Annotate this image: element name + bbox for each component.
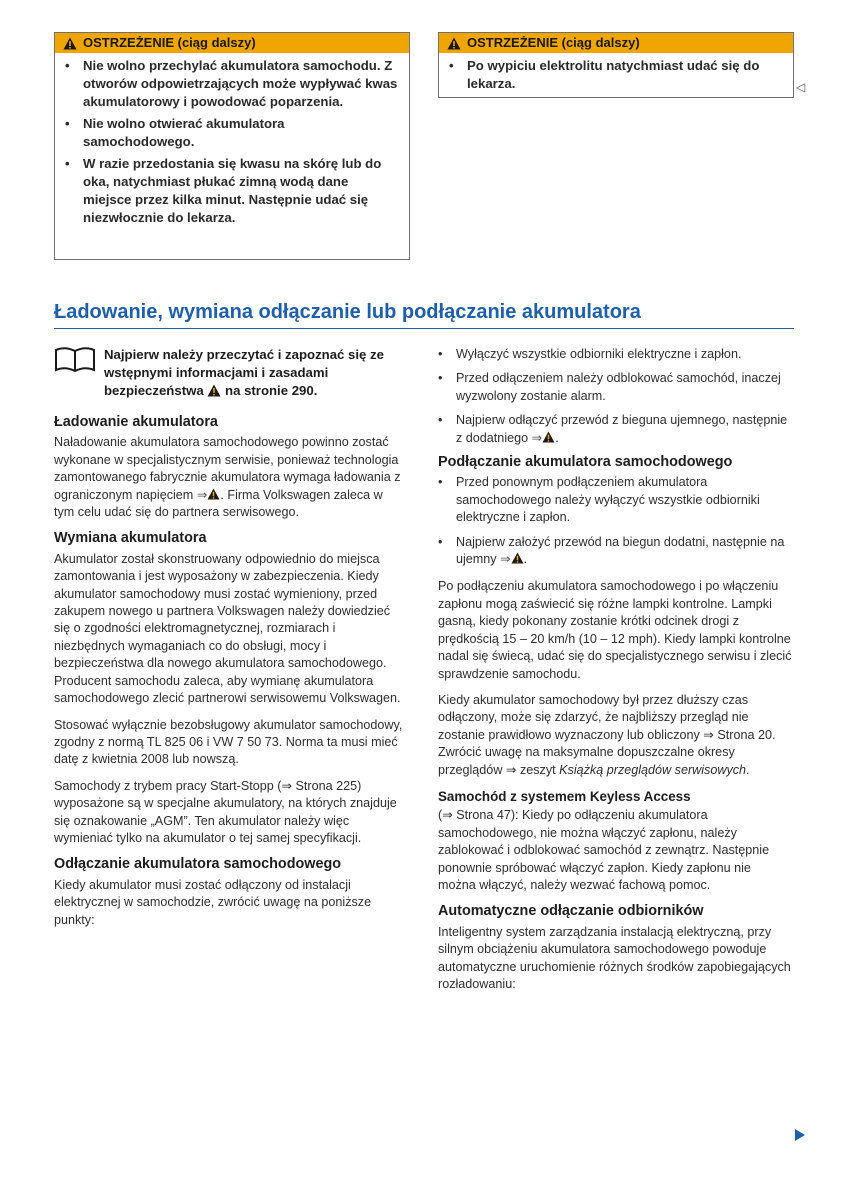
bullet-dot: • (65, 58, 70, 73)
intro-note (54, 346, 406, 400)
warning-item-text: Nie wolno przechylać akumulatora samochodu. Z otworów odpowietrzających może wypływać kwas akumulatorowy i powodować poparzenia. (83, 58, 398, 109)
paragraph-long-disconnect: Kiedy akumulator samochodowy był przez dłuższy czas odłączony, może się zdarzyć, że najbliższy przegląd nie zostanie prawidłowo wyznaczony lub obliczony ⇒ Strona 20. Zwrócić uwagę na maksymalne dopuszczalne okresy przeglądów ⇒ zeszyt Książką przeglądów serwisowych. (438, 692, 776, 777)
section-title: Ładowanie, wymiana odłączanie lub podłączanie akumulatora (54, 301, 794, 329)
ref-arrow: ⇒ (500, 552, 511, 567)
book-icon (54, 346, 96, 372)
warning-item-text: Nie wolno otwierać akumulatora samochodowego. (83, 116, 285, 149)
bullet-dot: • (438, 347, 443, 361)
list-item-text: Najpierw założyć przewód na biegun dodatni, następnie na ujemny (456, 534, 785, 567)
heading-connect: Podłączanie akumulatora samochodowego (438, 454, 733, 471)
paragraph-replace-1: Akumulator został skonstruowany odpowiednio do miejsca zamontowania i jest wyposażony w zabezpieczenia. Kiedy akumulator samochodowy musi zostać wymieniony, przed zakupem nowego u partnera Volkswagen należy dowiedzieć się o zgodności elektromagnetycznej, rozmiarach i niezbędnych wymaganiach co do obsługi, mocy i bezpieczeństwa dla nowego akumulatora samochodowego. Producent samochodu zaleca, aby wymianę akumulatora samochodowego zlecić partnerowi serwisowemu Volkswagen. (54, 551, 401, 706)
warning-item (449, 57, 783, 93)
paragraph-after-connect: Po podłączeniu akumulatora samochodowego i po włączeniu zapłonu mogą zaświecić się różne lampki kontrolne. Lampki gasną, kiedy pokonany zostanie krótki odcinek drogi z prędkością 15 – 20 km/h (10 – 12 mph). Kiedy lampki kontrolne nadal się świecą, udać się do specjalistycznego serwisu i zlecić sprawdzenie samochodu. (438, 579, 792, 681)
paragraph-long-text: Kiedy akumulator samochodowy był przez dłuższy czas odłączony, może się zdarzyć, że najbliższy przegląd nie zostanie prawidłowo wyznaczony lub obliczony ⇒ Strona 20. Zwrócić uwagę na maksymalne dopuszczalne okresy przeglądów ⇒ zeszyt (438, 692, 776, 777)
left-column (54, 346, 406, 938)
paragraph-disconnect: Kiedy akumulator musi zostać odłączony od instalacji elektrycznej w samochodzie, zwrócić uwagę na poniższe punkty: (54, 877, 372, 927)
paragraph-replace-2: Stosować wyłącznie bezobsługowy akumulator samochodowy, zgodny z normą TL 825 06 i VW 7 50 73. Norma ta musi mieć datę z kwietnia 2008 lub nowszą. (54, 717, 403, 767)
intro-text-block (104, 346, 406, 400)
bullet-dot: • (438, 413, 443, 428)
list-item (438, 534, 792, 569)
list-item-text: Przed odłączeniem należy odblokować samochód, inaczej wyzwolony zostanie alarm. (456, 371, 781, 403)
warning-header-label: OSTRZEŻENIE (ciąg dalszy) (83, 35, 256, 50)
warning-header (439, 33, 793, 53)
list-item-text-wrap: Najpierw odłączyć przewód z bieguna ujemnego, następnie z dodatniego ⇒ . (456, 413, 788, 445)
paragraph-charging-text: Naładowanie akumulatora samochodowego powinno zostać wykonane w specjalistycznym serwisie, ponieważ technologia zamontowanego fabrycznie akumulatora wymaga ładowania z ograniczonym napięciem (54, 435, 401, 502)
paragraph-charging-text: Firma Volkswagen zaleca w tym celu udać się do partnera serwisowego. (54, 487, 383, 520)
warning-triangle-icon[interactable] (207, 488, 220, 500)
heading-keyless: Samochód z systemem Keyless Access (438, 788, 691, 804)
list-item-text: Przed ponownym podłączeniem akumulatora samochodowego należy wyłączyć wszystkie odbiorniki elektryczne i zapłon. (456, 475, 760, 525)
list-item (438, 370, 792, 405)
bullet-dot: • (438, 475, 443, 490)
warning-box-right (438, 32, 794, 98)
list-item (438, 346, 792, 363)
warning-item (65, 57, 399, 111)
list-item (438, 412, 792, 447)
warning-item (65, 115, 399, 151)
ref-arrow: ⇒ (196, 487, 208, 502)
heading-charging: Ładowanie akumulatora (54, 414, 218, 430)
bullet-dot: • (438, 371, 443, 386)
bullet-dot: • (65, 156, 70, 171)
back-arrow-icon[interactable]: ◁ (796, 80, 806, 94)
list-item-text: Wyłączyć wszystkie odbiorniki elektryczne i zapłon. (456, 347, 742, 361)
warning-triangle-icon (447, 37, 461, 50)
intro-text: Najpierw należy przeczytać i zapoznać się ze wstępnymi informacjami i zasadami bezpieczeństwa (104, 347, 384, 398)
paragraph-replace-3: Samochody z trybem pracy Start-Stopp (⇒ Strona 225) wyposażone są w specjalne akumulatory, na których znajduje się oznakowanie „AGM”. Ten akumulator należy więc wymieniać tylko na akumulator o tej samej specyfikacji. (54, 778, 397, 845)
warning-triangle-icon[interactable] (511, 552, 524, 564)
warning-triangle-icon[interactable] (542, 431, 555, 443)
bullet-dot: • (449, 58, 454, 73)
list-item-text: Najpierw odłączyć przewód z bieguna ujemnego, następnie z dodatniego (456, 413, 788, 445)
warning-triangle-icon (63, 37, 77, 50)
service-book-ref[interactable]: Książką przeglądów serwisowych (559, 762, 747, 777)
right-column (438, 346, 792, 1002)
next-page-arrow-icon[interactable] (795, 1129, 805, 1141)
paragraph-auto-disconnect: Inteligentny system zarządzania instalacją elektryczną, przy silnym obciążeniu akumulatora samochodowego powoduje automatyczne uruchomienie różnych środków zapobiegających rozładowaniu: (438, 924, 791, 991)
warning-header (55, 33, 409, 53)
warning-item-text: W razie przedostania się kwasu na skórę lub do oka, natychmiast płukać zimną wodą dane miejsce przez kilka minut. Następnie udać się niezwłocznie do lekarza. (83, 156, 382, 225)
warning-triangle-icon (207, 384, 221, 397)
paragraph-charging: Naładowanie akumulatora samochodowego powinno zostać wykonane w specjalistycznym serwisie, ponieważ technologia zamontowanego fabrycznie akumulatora wymaga ładowania z ograniczonym napięciem ⇒ . Firma Volkswagen zaleca w tym celu udać się do partnera serwisowego. (54, 435, 401, 520)
warning-box-left (54, 32, 410, 260)
list-item (438, 474, 792, 526)
heading-auto-disconnect: Automatyczne odłączanie odbiorników (438, 903, 704, 920)
list-item-text-wrap: Najpierw założyć przewód na biegun dodatni, następnie na ujemny ⇒ . (456, 534, 785, 567)
intro-page-ref[interactable]: na stronie 290. (225, 383, 318, 398)
bullet-dot: • (438, 534, 443, 549)
warning-item (65, 155, 399, 227)
bullet-dot: • (65, 116, 70, 131)
ref-arrow: ⇒ (531, 430, 543, 445)
warning-item-text: Po wypiciu elektrolitu natychmiast udać się do lekarza. (467, 58, 760, 91)
heading-disconnect: Odłączanie akumulatora samochodowego (54, 856, 342, 873)
heading-replace: Wymiana akumulatora (54, 530, 207, 547)
paragraph-keyless: (⇒ Strona 47): Kiedy po odłączeniu akumulatora samochodowego, nie można włączyć zapłonu, należy zablokować i odblokować samochód z zewnątrz. Następnie ponownie spróbować włączyć zapłon. Kiedy zapłonu nie można włączyć, należy wezwać fachową pomoc. (438, 808, 770, 892)
warning-header-label: OSTRZEŻENIE (ciąg dalszy) (467, 35, 640, 50)
